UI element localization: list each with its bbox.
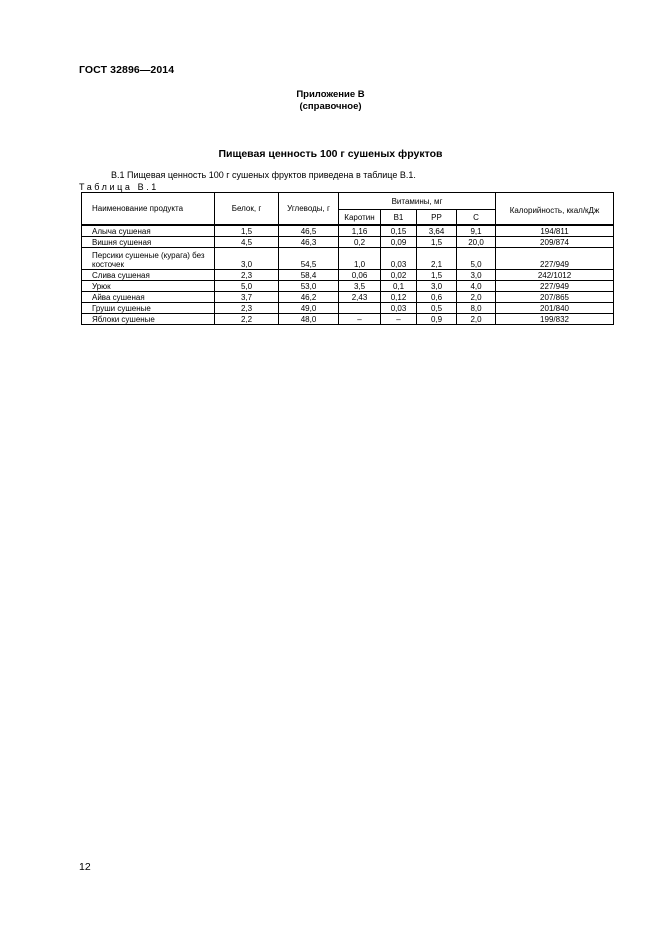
cell-c: 9,1 [457, 225, 496, 237]
table-caption: Таблица В.1 [79, 182, 159, 192]
cell-carbs: 46,2 [279, 292, 339, 303]
cell-pp: 3,0 [417, 281, 457, 292]
table-row [82, 281, 614, 292]
cell-carbs: 49,0 [279, 303, 339, 314]
cell-carotene: 0,06 [339, 270, 381, 281]
cell-carotene: 0,2 [339, 237, 381, 248]
cell-name: Айва сушеная [82, 292, 215, 303]
annex-heading [0, 89, 661, 113]
header-protein: Белок, г [215, 193, 279, 226]
cell-name: Урюк [82, 281, 215, 292]
cell-b1: 0,03 [381, 303, 417, 314]
header-pp: РР [417, 210, 457, 226]
page-number: 12 [79, 861, 91, 873]
cell-protein: 3,0 [215, 248, 279, 270]
cell-carbs: 46,3 [279, 237, 339, 248]
cell-protein: 2,2 [215, 314, 279, 325]
cell-c: 4,0 [457, 281, 496, 292]
cell-b1: 0,09 [381, 237, 417, 248]
cell-protein: 2,3 [215, 270, 279, 281]
cell-b1: 0,15 [381, 225, 417, 237]
cell-b1: – [381, 314, 417, 325]
cell-b1: 0,1 [381, 281, 417, 292]
cell-carbs: 46,5 [279, 225, 339, 237]
cell-pp: 1,5 [417, 237, 457, 248]
cell-calories: 207/865 [496, 292, 614, 303]
cell-pp: 3,64 [417, 225, 457, 237]
cell-calories: 209/874 [496, 237, 614, 248]
cell-c: 3,0 [457, 270, 496, 281]
header-carbs: Углеводы, г [279, 193, 339, 226]
table-body [82, 225, 614, 325]
header-product: Наименование продукта [82, 193, 215, 226]
header-carotene: Каротин [339, 210, 381, 226]
cell-name: Алыча сушеная [82, 225, 215, 237]
cell-carbs: 54,5 [279, 248, 339, 270]
table-row [82, 248, 614, 270]
cell-c: 20,0 [457, 237, 496, 248]
header-c: С [457, 210, 496, 226]
cell-carotene: 1,16 [339, 225, 381, 237]
cell-carotene: 3,5 [339, 281, 381, 292]
cell-carotene: 1,0 [339, 248, 381, 270]
cell-carbs: 53,0 [279, 281, 339, 292]
table-row [82, 292, 614, 303]
cell-protein: 4,5 [215, 237, 279, 248]
cell-calories: 242/1012 [496, 270, 614, 281]
table-row [82, 270, 614, 281]
cell-name: Персики сушеные (курага) без косточек [82, 248, 215, 270]
cell-c: 5,0 [457, 248, 496, 270]
cell-protein: 5,0 [215, 281, 279, 292]
cell-carbs: 48,0 [279, 314, 339, 325]
cell-carbs: 58,4 [279, 270, 339, 281]
cell-calories: 199/832 [496, 314, 614, 325]
cell-pp: 0,9 [417, 314, 457, 325]
cell-name: Груши сушеные [82, 303, 215, 314]
cell-carotene: 2,43 [339, 292, 381, 303]
annex-note: (справочное) [299, 101, 362, 112]
cell-name: Яблоки сушеные [82, 314, 215, 325]
cell-b1: 0,02 [381, 270, 417, 281]
annex-title: Приложение В [296, 89, 365, 100]
cell-protein: 3,7 [215, 292, 279, 303]
cell-pp: 2,1 [417, 248, 457, 270]
document-header: ГОСТ 32896—2014 [79, 64, 175, 76]
cell-pp: 0,5 [417, 303, 457, 314]
cell-c: 2,0 [457, 292, 496, 303]
cell-protein: 2,3 [215, 303, 279, 314]
cell-name: Слива сушеная [82, 270, 215, 281]
cell-name: Вишня сушеная [82, 237, 215, 248]
nutrition-table [81, 192, 614, 325]
cell-c: 8,0 [457, 303, 496, 314]
cell-protein: 1,5 [215, 225, 279, 237]
cell-b1: 0,03 [381, 248, 417, 270]
cell-carotene [339, 303, 381, 314]
cell-calories: 227/949 [496, 281, 614, 292]
cell-calories: 194/811 [496, 225, 614, 237]
cell-calories: 201/840 [496, 303, 614, 314]
table-header-row [82, 193, 614, 210]
cell-calories: 227/949 [496, 248, 614, 270]
table-row [82, 314, 614, 325]
header-b1: В1 [381, 210, 417, 226]
cell-b1: 0,12 [381, 292, 417, 303]
intro-paragraph: В.1 Пищевая ценность 100 г сушеных фруктов приведена в таблице В.1. [111, 170, 416, 180]
table-row [82, 225, 614, 237]
cell-pp: 0,6 [417, 292, 457, 303]
cell-pp: 1,5 [417, 270, 457, 281]
header-vitamins: Витамины, мг [339, 193, 496, 210]
table-row [82, 237, 614, 248]
section-title: Пищевая ценность 100 г сушеных фруктов [218, 148, 443, 160]
header-calories: Калорийность, ккал/кДж [496, 193, 614, 226]
cell-c: 2,0 [457, 314, 496, 325]
table-row [82, 303, 614, 314]
cell-carotene: – [339, 314, 381, 325]
